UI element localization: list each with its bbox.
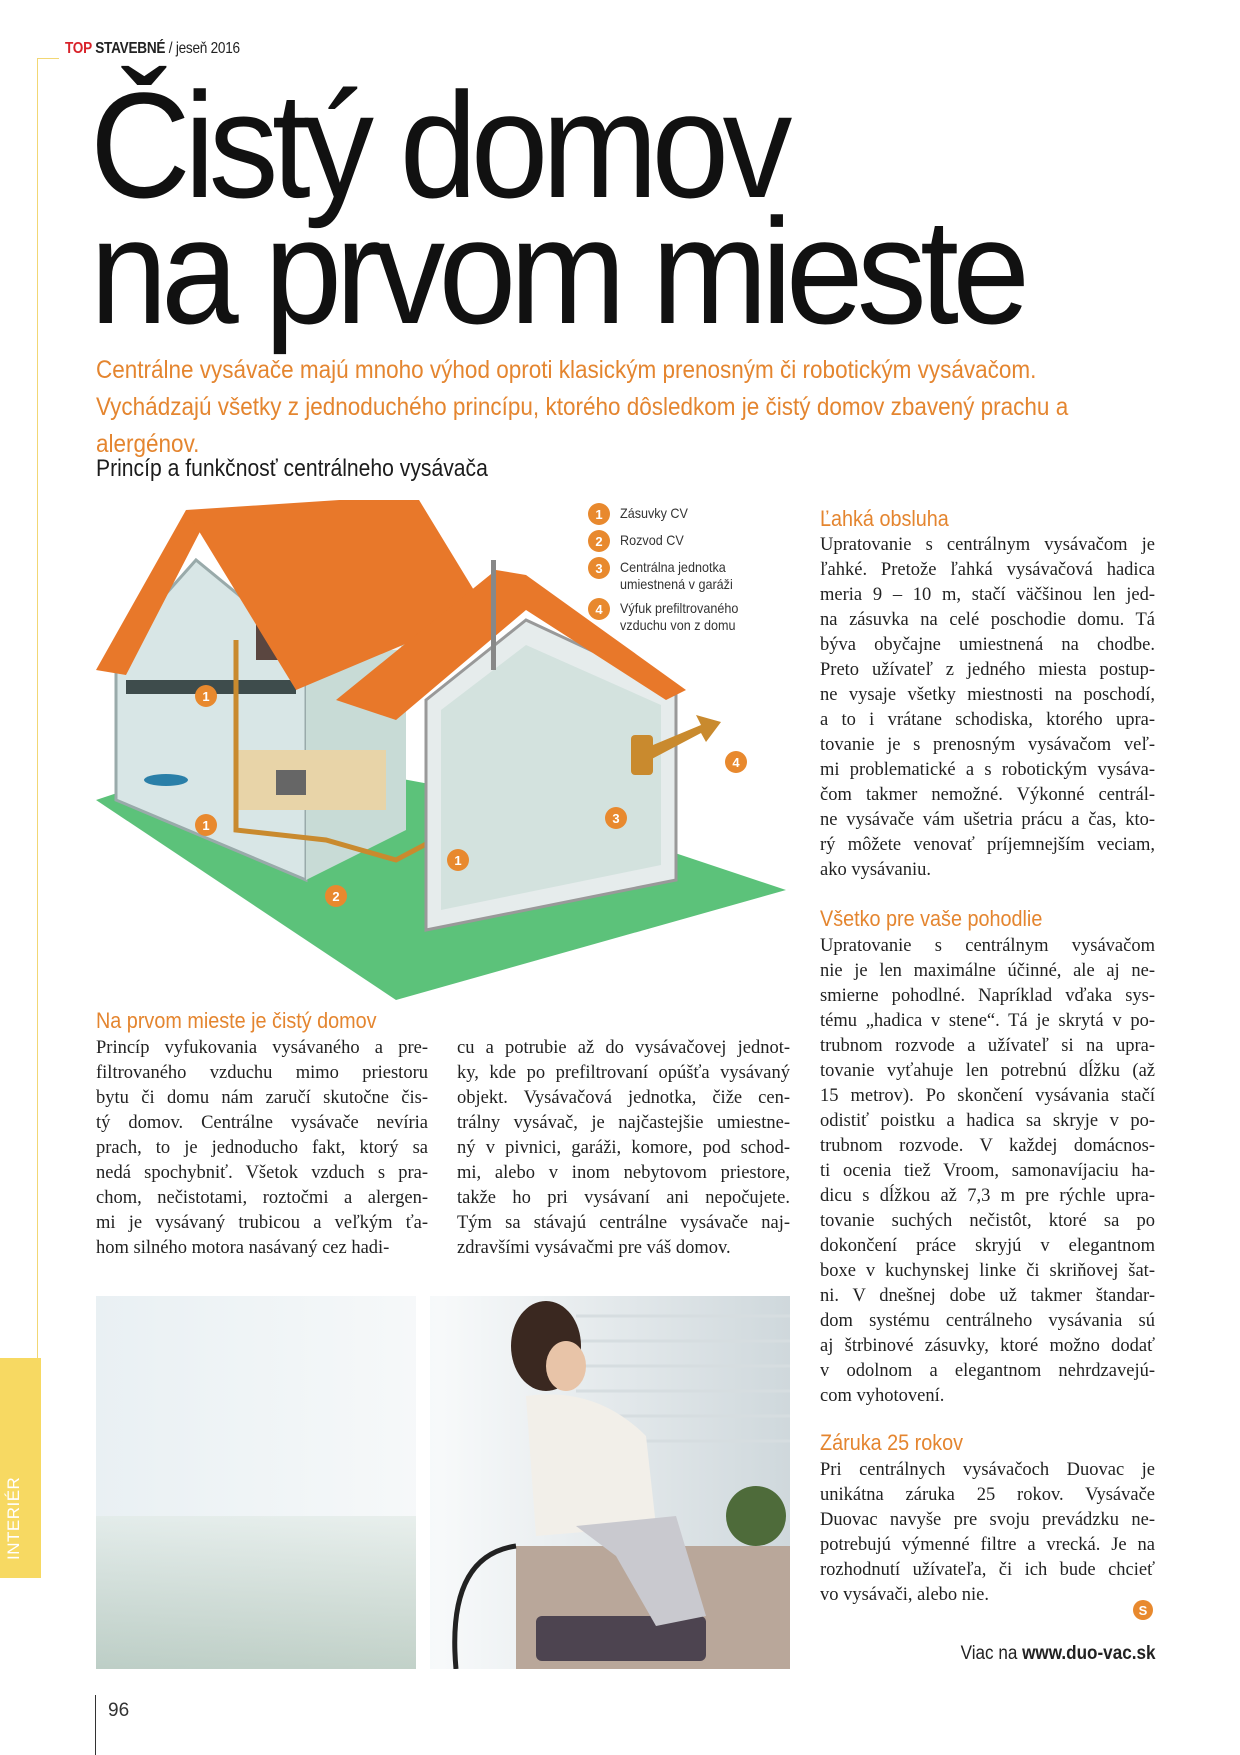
text-line: bytu či domu nám zaručí skutočne čis- xyxy=(96,1088,428,1108)
text-line: Pri centrálnych vysávačoch Duovac je xyxy=(820,1460,1155,1480)
legend-text: Zásuvky CV xyxy=(620,505,688,521)
legend-number: 4 xyxy=(588,598,610,620)
text-line: unikátna záruka 25 rokov. Vysávače xyxy=(820,1485,1155,1505)
text-line: ky, kde po prefiltrovaní opúšťa vysávaný xyxy=(457,1063,790,1083)
column-1 xyxy=(96,1036,428,1261)
page-number-rule xyxy=(95,1695,96,1755)
issue-date: jeseň 2016 xyxy=(175,40,240,57)
window-frame xyxy=(416,1296,430,1669)
text-line: ľahké. Pretože ľahká vysávačová hadica xyxy=(820,560,1155,580)
legend-item xyxy=(588,600,752,634)
text-line: Upratovanie s centrálnym vysávačom xyxy=(820,936,1155,956)
svg-text:1: 1 xyxy=(454,853,462,868)
page-number: 96 xyxy=(108,1700,130,1721)
svg-text:1: 1 xyxy=(202,689,210,704)
text-line: dom systému centrálneho vysávania sú xyxy=(820,1311,1155,1331)
section-heading: Ľahká obsluha xyxy=(820,506,949,531)
photo-woman-vacuuming xyxy=(96,1296,790,1669)
text-line: com vyhotovení. xyxy=(820,1386,945,1406)
svg-text:2: 2 xyxy=(332,889,340,904)
legend-item xyxy=(588,559,752,593)
text-line: mi problematické a s robotickým vysáva- xyxy=(820,760,1155,780)
plant xyxy=(726,1486,786,1546)
legend-text: umiestnená v garáži xyxy=(620,576,733,592)
text-line: tovanie je s prenosným vysávačom veľ- xyxy=(820,735,1155,755)
text-line: cu a potrubie až do vysávačovej jednot- xyxy=(457,1038,790,1058)
separator: / xyxy=(168,40,173,57)
text-line: tovanie suchých nečistôt, ktoré sa po xyxy=(820,1211,1155,1231)
text-line: mi je vysávaný trubicou a veľkým ťa- xyxy=(96,1213,428,1233)
text-line: Preto užívateľ z jedného miesta postup- xyxy=(820,660,1155,680)
section-heading: Všetko pre vaše pohodlie xyxy=(820,906,1043,931)
text-line: takže ho pri vysávaní ani nepočujete. xyxy=(457,1188,790,1208)
rug xyxy=(236,750,386,810)
text-line: Princíp vyfukovania vysávaného a pre- xyxy=(96,1038,428,1058)
page-title xyxy=(90,61,1024,355)
text-line: Duovac navyše pre svoju prevádzku ne- xyxy=(820,1510,1155,1530)
section-label: INTERIÉR xyxy=(4,1476,23,1560)
text-line: chom, nečistotami, roztočmi a alergen- xyxy=(96,1188,428,1208)
text-line: potrebujú výmenné filtre a vrecká. Je na xyxy=(820,1535,1155,1555)
text-line: ne vysávače vám ušetria prácu a čas, kto- xyxy=(820,810,1155,830)
text-line: tému „hadica v stene“. Tá je skrytá v po- xyxy=(820,1011,1155,1031)
text-line: dicu s dĺžkou až 7,3 m pre rýchle upra- xyxy=(820,1186,1155,1206)
sofa xyxy=(276,770,306,795)
svg-text:4: 4 xyxy=(732,755,740,770)
legend-text: vzduchu von z domu xyxy=(620,617,736,633)
text-line: rý môžete venovať príjemnejším veciam, xyxy=(820,835,1155,855)
legend-item xyxy=(588,532,752,552)
end-mark-icon: S xyxy=(1133,1600,1153,1620)
running-head xyxy=(65,40,240,58)
more-prefix: Viac na xyxy=(960,1643,1017,1664)
text-line: tovanie vyťahuje len potrebnú dĺžku (až xyxy=(820,1061,1155,1081)
section-heading: Záruka 25 rokov xyxy=(820,1430,964,1455)
text-line: odistiť poistku a hadica sa skryje v po- xyxy=(820,1111,1155,1131)
text-line: nie je len maximálne účinné, ale aj ne- xyxy=(820,961,1155,981)
column-2 xyxy=(457,1036,790,1261)
text-line: ne vysaje všetky miestnosti na poschodí, xyxy=(820,685,1155,705)
text-line: dokončení práce skryjú v elegantnom xyxy=(820,1236,1155,1256)
text-line: tý domov. Centrálne vysávače nevíria xyxy=(96,1113,428,1133)
text-line: a to i vrátane schodiska, ktorého upra- xyxy=(820,710,1155,730)
text-line: meria 9 – 10 m, stačí väčšinou len jed- xyxy=(820,585,1155,605)
text-line: objekt. Vysávačová jednotka, čiže cen- xyxy=(457,1088,790,1108)
text-line: nedá spochybniť. Všetok vzduch s pra- xyxy=(96,1163,428,1183)
text-line: býva obyčajne umiestnená na chodbe. xyxy=(820,635,1155,655)
section-3-text xyxy=(820,934,1155,1409)
svg-text:1: 1 xyxy=(202,818,210,833)
text-line: 15 metrov). Po skončení vysávania stačí xyxy=(820,1086,1155,1106)
text-line: vo vysávači, alebo nie. xyxy=(820,1585,990,1605)
margin-rule xyxy=(37,58,38,1358)
text-line: filtrovaného vzduchu mimo priestoru xyxy=(96,1063,428,1083)
text-line: Upratovanie s centrálnym vysávačom je xyxy=(820,535,1155,555)
text-line: ti ocenia tiež Vroom, samonavíjaciu ha- xyxy=(820,1161,1155,1181)
exhaust-pipe xyxy=(491,560,496,670)
face xyxy=(546,1341,586,1391)
legend-number: 3 xyxy=(588,557,610,579)
section-2-text xyxy=(820,533,1155,883)
legend-text: Centrálna jednotka xyxy=(620,559,726,575)
section-heading: Na prvom mieste je čistý domov xyxy=(96,1008,377,1033)
section-4-text xyxy=(820,1458,1155,1608)
legend-number: 2 xyxy=(588,530,610,552)
text-line: rozhodnutí užívateľa, či ich bude chcieť xyxy=(820,1560,1155,1580)
margin-rule-top xyxy=(37,58,59,59)
table xyxy=(144,774,188,786)
text-line: smierne pohodlné. Napríklad vďaka sys- xyxy=(820,986,1155,1006)
svg-text:3: 3 xyxy=(612,811,620,826)
title-line-2: na prvom mieste xyxy=(90,187,1024,355)
cushion xyxy=(536,1616,706,1661)
text-line: trubnom rozvode. V každej domácnos- xyxy=(820,1136,1155,1156)
text-line: ný v pivnici, garáži, komore, pod schod- xyxy=(457,1138,790,1158)
text-line: ako vysávaniu. xyxy=(820,860,931,880)
title-line-1: Čistý domov xyxy=(90,61,786,229)
legend-item xyxy=(588,505,752,525)
legend-text: Rozvod CV xyxy=(620,532,684,548)
more-info xyxy=(960,1643,1155,1665)
text-line: trubnom rozvode a užívateľ si na upra- xyxy=(820,1036,1155,1056)
diagram-legend xyxy=(588,505,752,641)
text-line: zdravšími vysávačmi pre váš domov. xyxy=(457,1238,731,1258)
text-line: ni. V dnešnej dobe už takmer štandar- xyxy=(820,1286,1155,1306)
text-line: Tým sa stávajú centrálne vysávače naj- xyxy=(457,1213,790,1233)
legend-text: Výfuk prefiltrovaného xyxy=(620,600,739,616)
text-line: čom takmer nemožné. Výkonné centrál- xyxy=(820,785,1155,805)
lead-paragraph: Centrálne vysávače majú mnoho výhod oproti klasickým prenosným či robotickým vysávačom. Vychádzajú všetky z jednoduchého princípu, ktorého dôsledkom je čistý domov zbavený prachu a alergénov. xyxy=(96,356,1069,458)
legend-number: 1 xyxy=(588,503,610,525)
text-line: trálny vysávač, je najčastejšie umiestne- xyxy=(457,1113,790,1133)
text-line: hom silného motora nasávaný cez hadi- xyxy=(96,1238,390,1258)
text-line: na zásuvka na celé poschodie domu. Tá xyxy=(820,610,1155,630)
text-line: v odolnom a elegantnom nehrdzavejú- xyxy=(820,1361,1155,1381)
text-line: aj štrbinové zásuvky, ktoré možno dodať xyxy=(820,1336,1155,1356)
brand-top: TOP xyxy=(65,40,92,57)
brand-rest: STAVEBNÉ xyxy=(95,40,166,57)
text-line: prach, to je jednoducho fakt, ktorý sa xyxy=(96,1138,428,1158)
diagram-heading: Princíp a funkčnosť centrálneho vysávača xyxy=(96,455,488,482)
website-link[interactable]: www.duo-vac.sk xyxy=(1021,1643,1155,1664)
text-line: boxe v kuchynskej linke či skriňovej šat- xyxy=(820,1261,1155,1281)
text-line: mi, alebo v inom nebytovom priestore, xyxy=(457,1163,790,1183)
